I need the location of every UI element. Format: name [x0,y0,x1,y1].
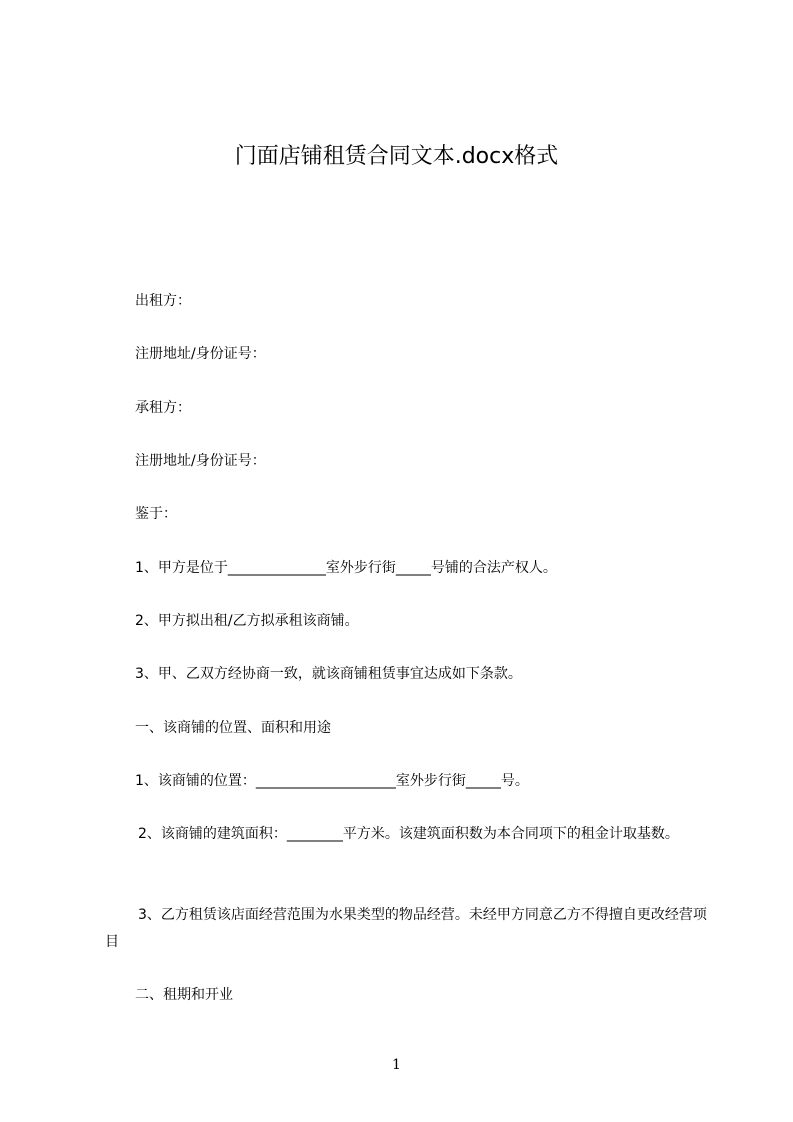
lessee-label: 承租方： [135,400,191,416]
section-2-heading: 二、租期和开业 [135,987,233,1003]
whereas-clause-1: 1、甲方是位于______________室外步行街_____号铺的合法产权人。 [135,560,557,576]
section-1-clause-1: 1、该商铺的位置：____________________室外步行街_____号。 [135,773,529,789]
section-1-clause-2: 2、该商铺的建筑面积：________平方米。该建筑面积数为本合同项下的租金计取基数。 [138,826,679,842]
lessee-address-label: 注册地址/身份证号： [135,453,266,469]
section-1-clause-3: 3、乙方租赁该店面经营范围为水果类型的物品经营。未经甲方同意乙方不得擅自更改经营项目 [105,907,707,950]
document-title: 门面店铺租赁合同文本.docx格式 [234,144,559,169]
page-number: 1 [392,1057,401,1073]
section-1-heading: 一、该商铺的位置、面积和用途 [135,720,331,736]
lessor-address-label: 注册地址/身份证号： [135,346,266,362]
whereas-heading: 鉴于： [135,506,177,522]
whereas-clause-2: 2、甲方拟出租/乙方拟承租该商铺。 [135,613,359,629]
lessor-label: 出租方： [135,293,191,309]
whereas-clause-3: 3、甲、乙双方经协商一致，就该商铺租赁事宜达成如下条款。 [135,666,522,682]
